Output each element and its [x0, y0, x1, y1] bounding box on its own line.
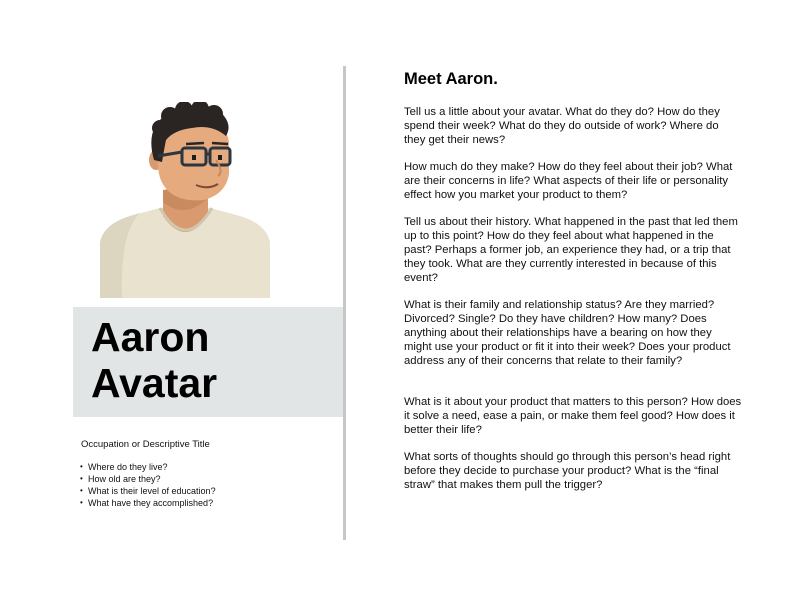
vertical-divider [343, 66, 346, 540]
name-box [73, 307, 343, 417]
list-item: • How old are they? [80, 473, 216, 485]
list-item: • What is their level of education? [80, 485, 216, 497]
paragraph-product-value: What is it about your product that matters to this person? How does it solve a need, ease a pain, or make them feel good? How does it better their life? [404, 396, 742, 436]
paragraph-family: What is their family and relationship status? Are they married? Divorced? Single? Do they have children? How many? Does anything about their relationships have a bearing on how they might use your product or fit it into their week? Does your product address any of their concerns that relate to their family? [404, 299, 731, 367]
avatar-first-name: Aaron [91, 314, 210, 360]
list-item: • Where do they live? [80, 461, 216, 473]
paragraph-purchase-trigger: What sorts of thoughts should go through this person’s head right before they decide to purchase your product? What is the “final straw” that makes them pull the trigger? [404, 451, 731, 491]
profile-bullet-list [80, 461, 216, 509]
occupation-title: Occupation or Descriptive Title [81, 439, 210, 450]
paragraph-about: Tell us a little about your avatar. What do they do? How do they spend their week? What do they do outside of work? Where do they get their news? [404, 106, 720, 146]
page-heading: Meet Aaron. [404, 70, 498, 88]
paragraph-history: Tell us about their history. What happened in the past that led them up to this point? How do they feel about what happened in the past? Perhaps a former job, an experience they had, or a trip that they took. What are they currently interested in because of this event? [404, 216, 738, 284]
avatar-last-name: Avatar [91, 360, 218, 406]
avatar [100, 102, 270, 298]
list-item: • What have they accomplished? [80, 497, 216, 509]
paragraph-income: How much do they make? How do they feel about their job? What are their concerns in life? What aspects of their life or personality effect how you market your product to them? [404, 161, 733, 201]
